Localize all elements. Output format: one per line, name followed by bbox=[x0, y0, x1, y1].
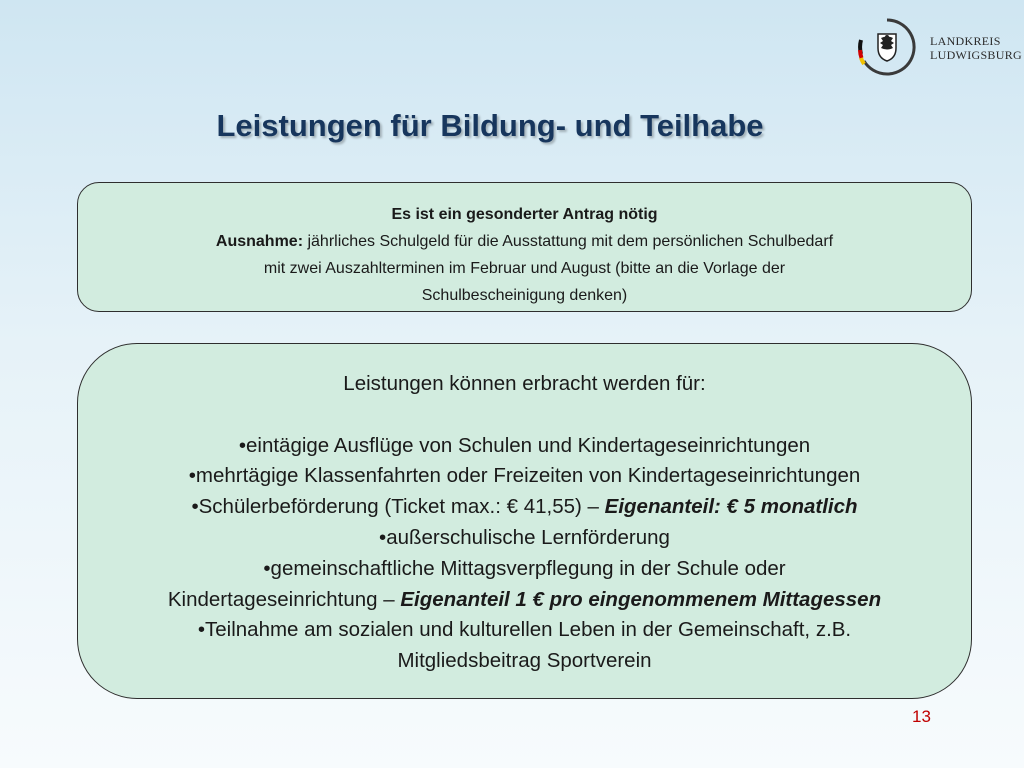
box1-heading: Es ist ein gesonderter Antrag nötig bbox=[391, 206, 658, 223]
list-item: •gemeinschaftliche Mittagsverpflegung in der Schule oder bbox=[263, 556, 786, 580]
exception-label: Ausnahme: bbox=[215, 233, 304, 250]
district-coat-of-arms-icon bbox=[856, 16, 918, 78]
logo-line2: LUDWIGSBURG bbox=[930, 48, 1022, 62]
page-title: Leistungen für Bildung- und Teilhabe bbox=[216, 108, 764, 143]
list-item: •eintägige Ausflüge von Schulen und Kindertageseinrichtungen bbox=[238, 433, 811, 457]
list-item: •außerschulische Lernförderung bbox=[379, 525, 670, 549]
item3-emphasis: Eigenanteil: € 5 monatlich bbox=[604, 495, 858, 519]
list-item-continuation: Mitgliedsbeitrag Sportverein bbox=[397, 649, 652, 673]
box1-line4: Schulbescheinigung denken) bbox=[421, 287, 628, 304]
logo-text bbox=[930, 34, 1022, 62]
benefits-list-box bbox=[77, 343, 972, 699]
exception-text: jährliches Schulgeld für die Ausstattung mit dem persönlichen Schulbedarf bbox=[303, 233, 834, 250]
list-item: •mehrtägige Klassenfahrten oder Freizeiten von Kindertageseinrichtungen bbox=[188, 464, 861, 488]
spacer bbox=[78, 400, 971, 431]
list-item-continuation bbox=[78, 585, 971, 616]
application-note-box bbox=[77, 182, 972, 312]
list-item: •Teilnahme am sozialen und kulturellen Leben in der Gemeinschaft, z.B. bbox=[197, 618, 852, 642]
page-number: 13 bbox=[912, 707, 931, 726]
box1-line3: mit zwei Auszahlterminen im Februar und August (bitte an die Vorlage der bbox=[263, 260, 786, 277]
item5-emphasis: Eigenanteil 1 € pro eingenommenem Mittagessen bbox=[400, 587, 882, 611]
list-item bbox=[78, 492, 971, 523]
benefits-intro: Leistungen können erbracht werden für: bbox=[343, 372, 706, 395]
item3-text: •Schülerbeförderung (Ticket max.: € 41,55) – bbox=[191, 495, 605, 519]
item5-text: Kindertageseinrichtung – bbox=[167, 587, 401, 611]
box1-exception-line bbox=[78, 228, 971, 255]
logo bbox=[856, 16, 1022, 78]
logo-line1: LANDKREIS bbox=[930, 34, 1001, 48]
